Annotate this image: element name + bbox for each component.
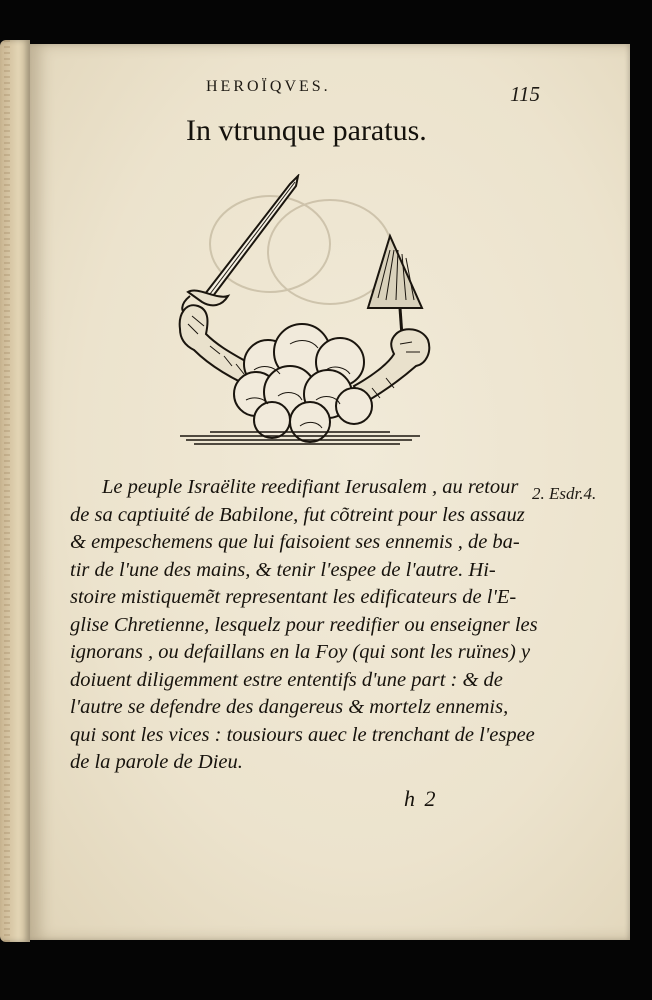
body-line: stoire mistiquemẽt representant les edificateurs de l'E- [70, 586, 517, 608]
trowel-icon [368, 236, 422, 336]
signature-mark: h 2 [404, 786, 438, 811]
body-line: ignorans , ou defaillans en la Foy (qui sont les ruïnes) y [70, 641, 531, 663]
marginal-note: 2. Esdr.4. [532, 484, 597, 503]
woodcut-illustration [150, 174, 450, 449]
body-line: de sa captiuité de Babilone, fut cõtreint pour les assauz [70, 503, 525, 526]
book-page [30, 44, 630, 940]
emblem-motto: In vtrunque paratus. [186, 114, 427, 147]
body-line: glise Chretienne, lesquelz pour reedifier ou enseigner les [70, 613, 538, 636]
left-page-edge [0, 40, 30, 942]
body-line: Le peuple Israëlite reedifiant Ierusalem , au retour [102, 476, 519, 498]
page-number: 115 [510, 82, 540, 106]
body-paragraph [70, 474, 538, 777]
body-line: tir de l'une des mains, & tenir l'espee de l'autre. Hi- [70, 558, 496, 581]
body-line: qui sont les vices : tousiours auec le trenchant de l'espee [70, 723, 535, 746]
body-line: l'autre se defendre des dangereus & mortelz ennemis, [70, 696, 509, 718]
body-line: de la parole de Dieu. [70, 751, 243, 773]
body-line: doiuent diligemment estre ententifs d'une part : & de [70, 668, 503, 691]
body-line: & empeschemens que lui faisoient ses ennemis , de ba- [70, 531, 520, 553]
running-head: HEROÏQVES. [206, 78, 331, 95]
